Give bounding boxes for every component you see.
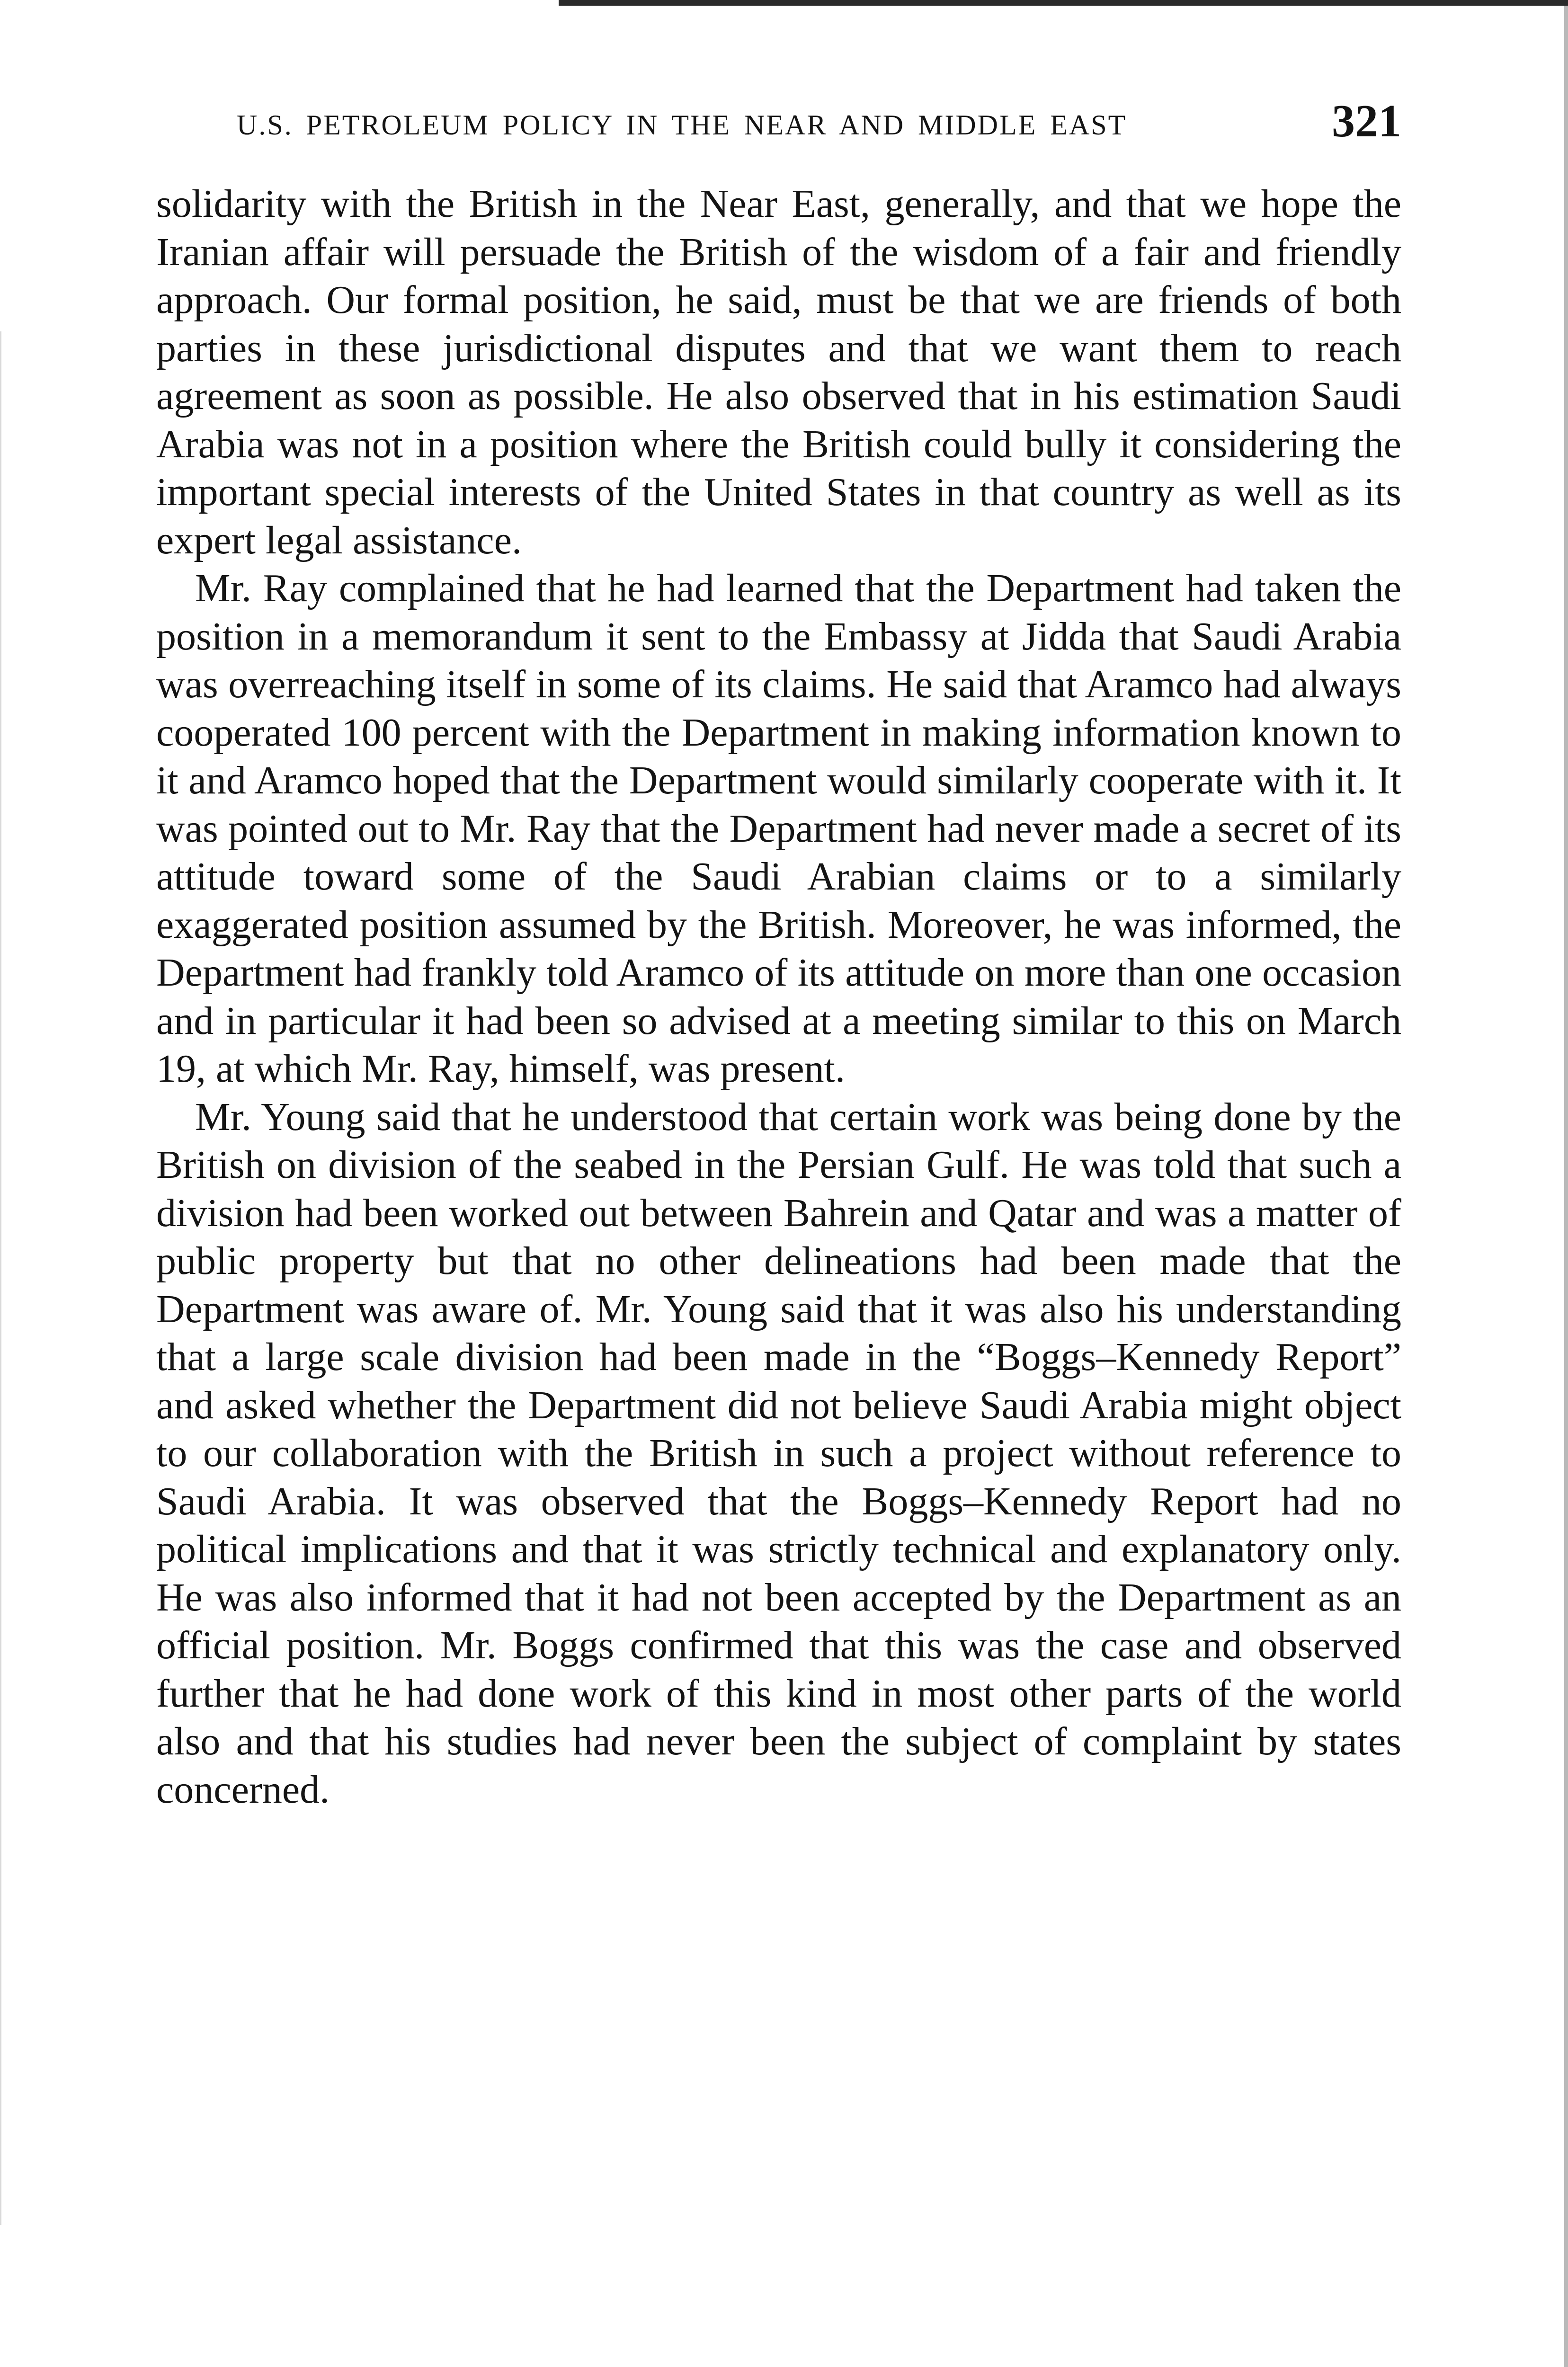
running-head-title: U.S. PETROLEUM POLICY IN THE NEAR AND MIDDLE EAST <box>237 109 1127 141</box>
paragraph-continued: solidarity with the British in the Near East, generally, and that we hope the Iranian affair will persuade the British of the wisdom of a fair and friendly approach. Our formal position, he said, must be that we are friends of both parties in these jurisdictional disputes and that we want them to reach agreement as soon as possible. He also observed that in his estimation Saudi Arabia was not in a position where the British could bully it considering the important special interests of the United States in that country as well as its expert legal assistance. <box>156 182 1401 562</box>
scan-right-edge <box>1564 6 1568 2367</box>
body-text <box>156 180 1401 1814</box>
paragraph-mr-ray: Mr. Ray complained that he had learned that the Department had taken the position in a memorandum it sent to the Embassy at Jidda that Saudi Arabia was overreaching itself in some of its claims. He said that Aramco had always cooperated 100 percent with the Department in making information known to it and Aramco hoped that the Department would similarly cooperate with it. It was pointed out to Mr. Ray that the Department had never made a secret of its attitude toward some of the Saudi Arabian claims or to a similarly exaggerated position assumed by the British. Moreover, he was informed, the Department had frankly told Aramco of its attitude on more than one occasion and in particular it had been so advised at a meeting similar to this on March 19, at which Mr. Ray, himself, was present. <box>156 566 1401 1091</box>
page-number: 321 <box>1332 96 1401 147</box>
running-head <box>156 93 1401 159</box>
paragraph-mr-young: Mr. Young said that he understood that certain work was being done by the British on division of the seabed in the Persian Gulf. He was told that such a division had been worked out between Bahrein and Qatar and was a matter of public property but that no other delineations had been made that the Department was aware of. Mr. Young said that it was also his understanding that a large scale division had been made in the “Boggs–Kennedy Report” and asked whether the Department did not believe Saudi Arabia might object to our collaboration with the British in such a project without reference to Saudi Arabia. It was observed that the Boggs–Kennedy Report had no political implications and that it was strictly technical and explanatory only. He was also informed that it had not been accepted by the Department as an official position. Mr. Boggs confirmed that this was the case and observed further that he had done work of this kind in most other parts of the world also and that his studies had never been the subject of complaint by states concerned. <box>156 1095 1401 1812</box>
scan-top-edge <box>559 0 1568 6</box>
scan-left-edge <box>0 331 1 2225</box>
